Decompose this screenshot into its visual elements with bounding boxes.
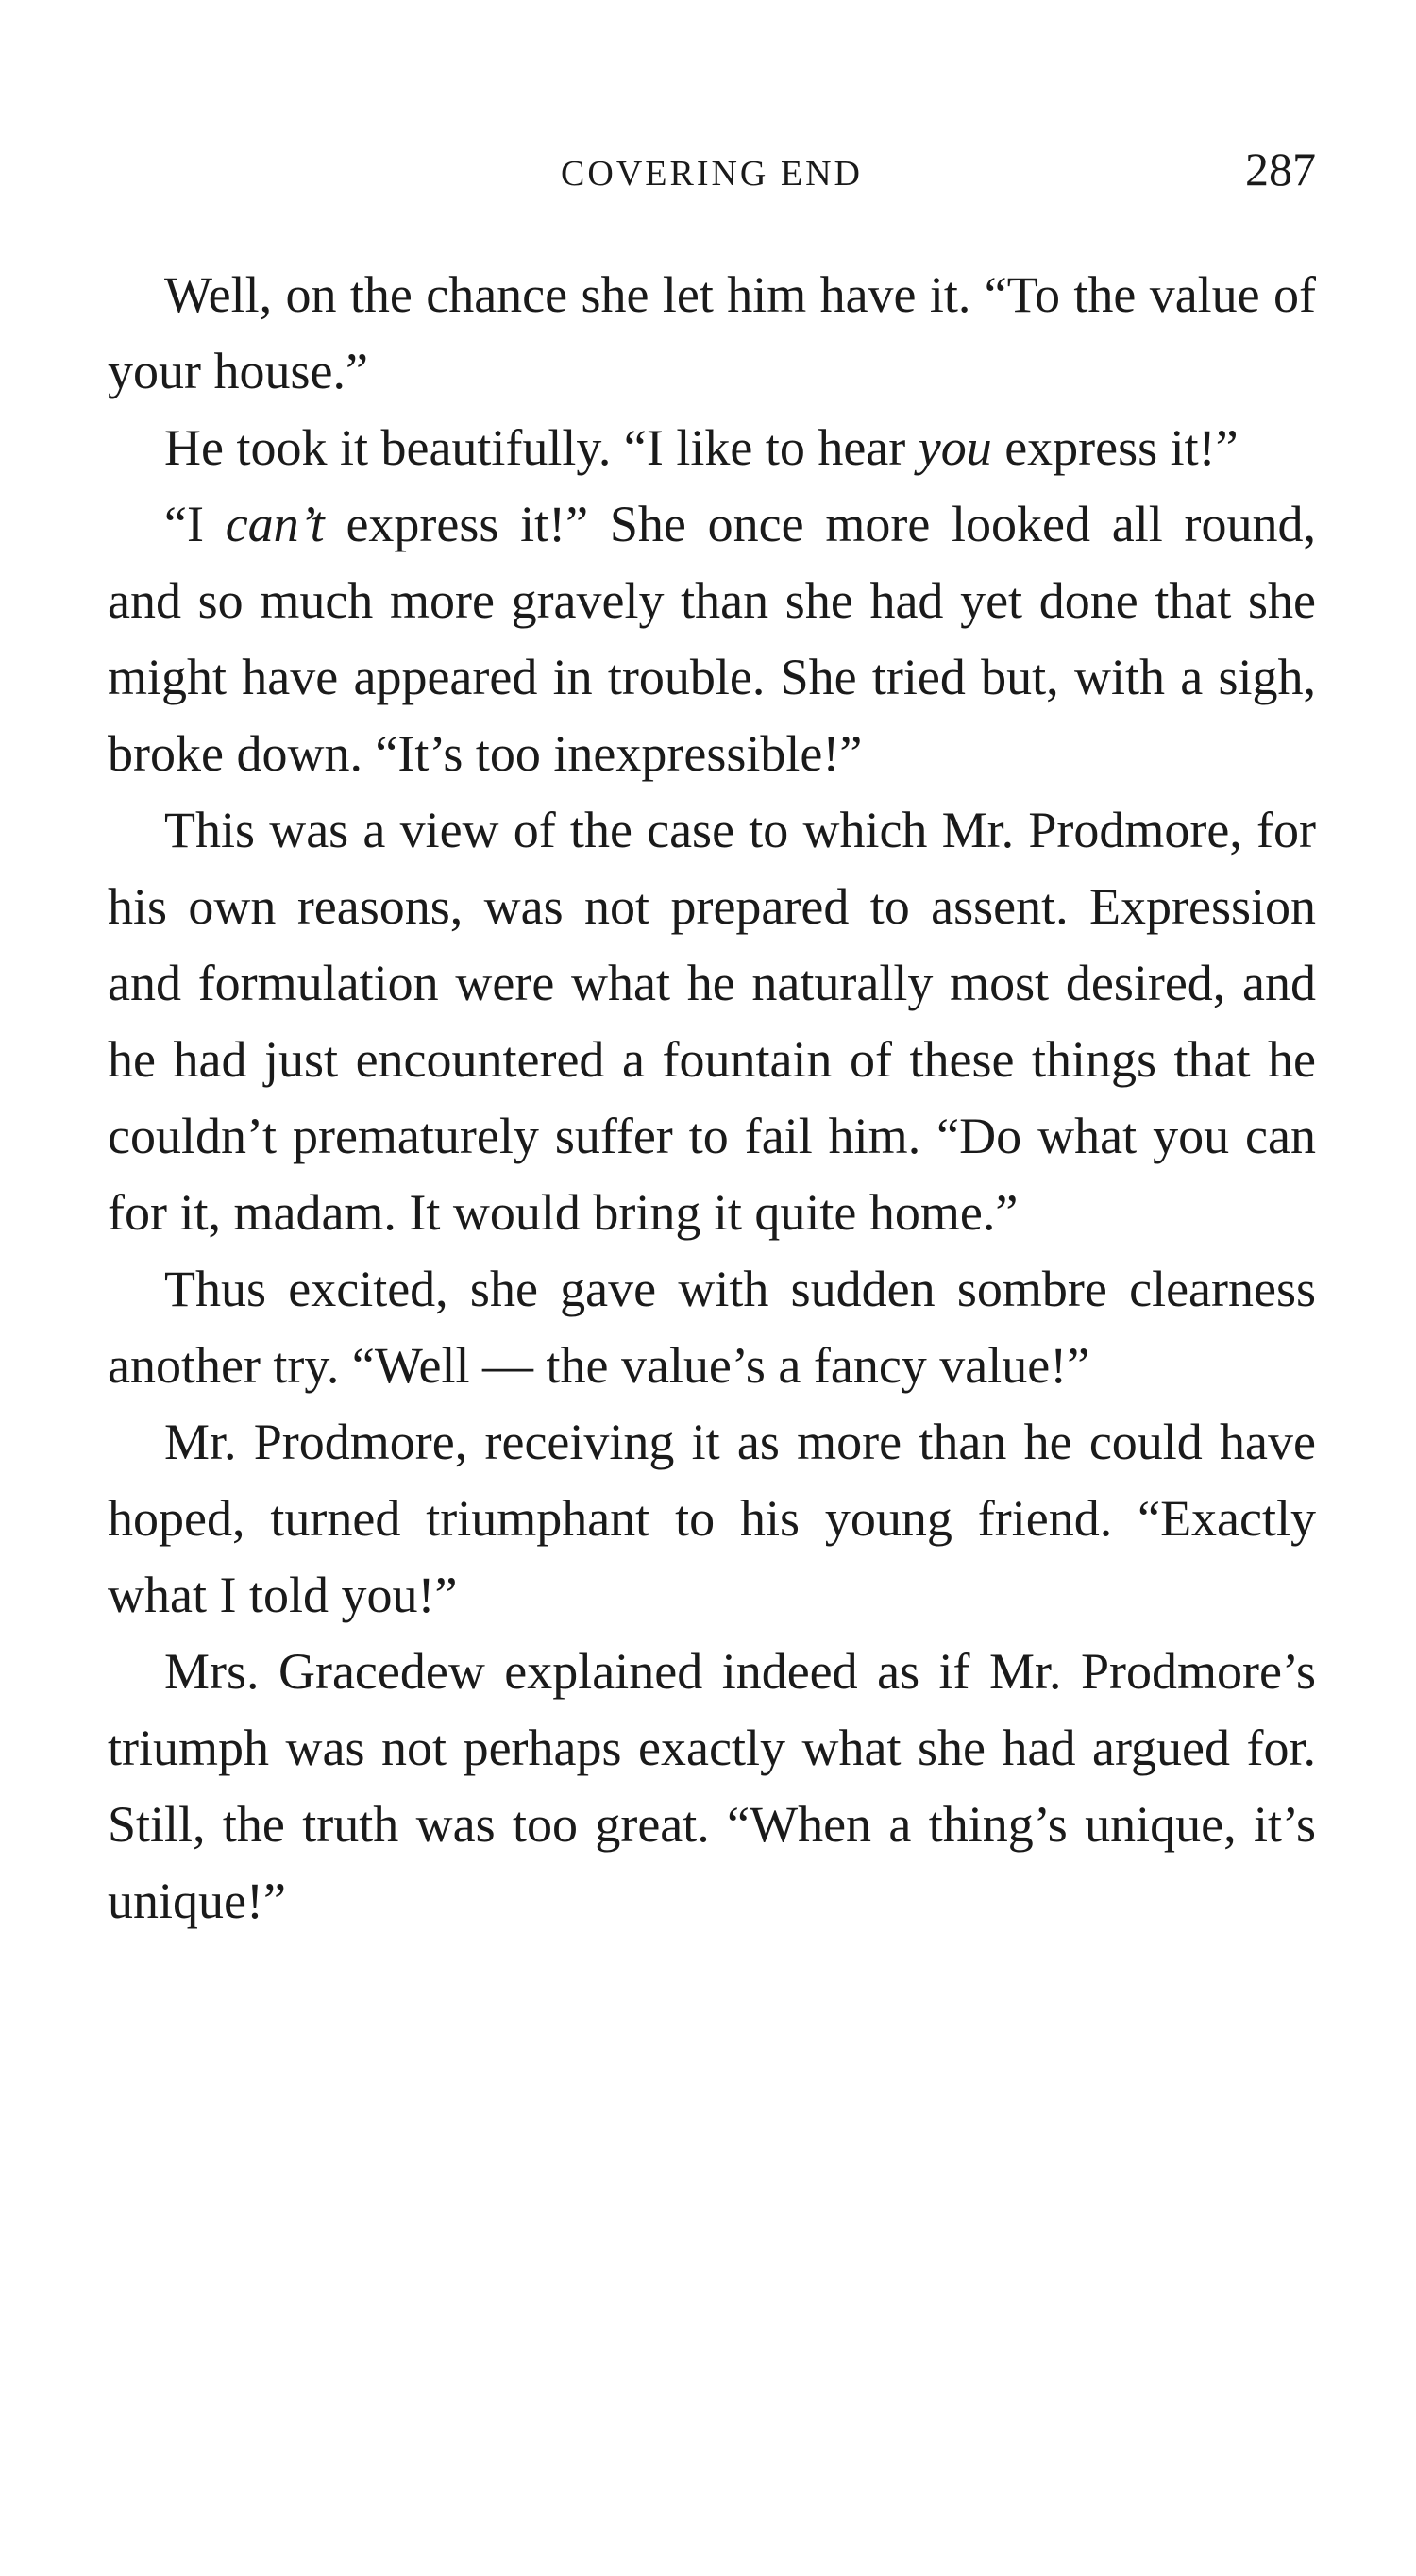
paragraph-3 [108,486,1316,792]
italic-text: you [918,419,992,476]
paragraph-4 [108,792,1316,1251]
text-run: express it!” She once more looked all round, and so much more gravely than she had yet done that she might have appeared in trouble. She tried but, with a sigh, broke down. “It’s too inexpressible!” [108,496,1317,782]
paragraph-2 [108,410,1316,486]
running-head [108,142,1316,208]
text-run: He took it beautifully. “I like to hear [164,419,919,476]
italic-text: can’t [225,496,325,552]
paragraph-5 [108,1251,1316,1404]
page-number: 287 [1245,143,1316,195]
text-run: Thus excited, she gave with sudden sombre clearness another try. “Well — the value’s a fancy value!” [108,1261,1316,1394]
text-run: Mrs. Gracedew explained indeed as if Mr. Prodmore’s triumph was not perhaps exactly what she had argued for. Still, the truth was too great. “When a thing’s unique, it’s unique!” [108,1643,1316,1929]
paragraph-6 [108,1404,1316,1634]
text-run: Well, on the chance she let him have it. “To the value of your house.” [108,266,1316,399]
text-run: Mr. Prodmore, receiving it as more than he could have hoped, turned triumphant to his young friend. “Exactly what I told you!” [108,1414,1316,1623]
text-run: “I [164,496,226,552]
paragraph-1 [108,257,1316,410]
running-title: COVERING END [561,154,863,194]
paragraph-7 [108,1634,1316,1940]
text-run: This was a view of the case to which Mr. Prodmore, for his own reasons, was not prepared to assent. Expression and formulation were what he naturally most desired, and he had just encountered a fountain of these things that he couldn’t prematurely suffer to fail him. “Do what you can for it, madam. It would bring it quite home.” [108,802,1316,1241]
text-run: express it!” [991,419,1239,476]
body-text [108,257,1316,1940]
